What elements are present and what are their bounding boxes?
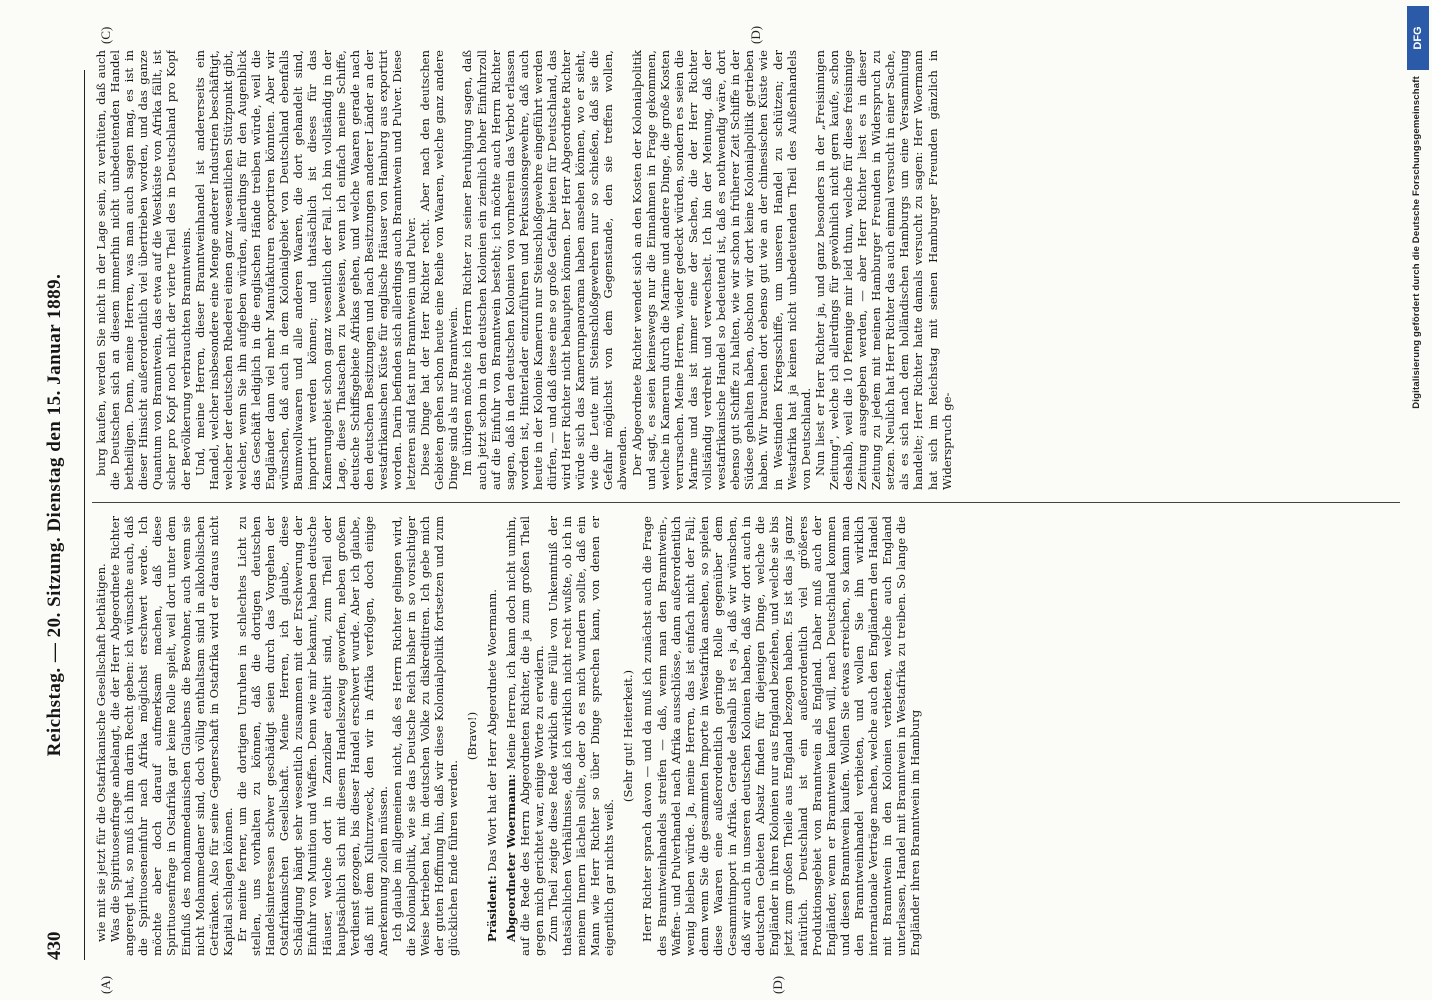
paragraph-text: Nun liest er Herr Richter ja, und ganz besonders in der „Freisinnigen Zeitung", welche ich allerdings für gewöhnlich nicht gern kaufe, schon deshalb, weil die 10 Pfennige mir leid thun, welche für diese freisinnige Zeitung ausgegeben werden, — aber Herr Richter liest es in dieser Zeitung zu jedem mit meinen Hamburger Freunden in Widerspruch zu setzen. Neulich hat Herr Richter das auch einmal versucht in einer Sache, als es sich nach dem holländischen Hamburgs um eine Versammlung handelte; Herr Richter hatte damals versucht zu sagen: Herr Woermann hat sich im Reichstag mit seinen Hamburger Freunden gänzlich in Widerspruch ge- [812, 50, 954, 490]
column-divider [92, 502, 1400, 503]
paragraph-text: Im übrigen möchte ich Herrn Richter zu seiner Beruhigung sagen, daß auch jetzt schon in den deutschen Kolonien ein ziemlich hoher Einfuhrzoll auf die Einfuhr von Branntwein besteht; ich möchte auch Herrn Richter sagen, daß in den deutschen Kolonien von vornherein das Verbot erlassen worden ist, Hinterlader einzuführen und Perkussionsgewehre, daß auch heute in der Kolonie Kamerun nur Steinschloßgewehre eingeführt werden dürfen, — und daß diese eine so große Gefahr bieten für Deutschland, das wird Herr Richter nicht behaupten können. Der Herr Abgeordnete Richter würde sich das Kamerunpanorama haben ansehen können, wo er sieht, wie die Leute mit Steinschloßgewehren nur so schießen, daß sie die Gefahr möglichst von dem Gegenstande, den sie treffen wollen, abwenden. [460, 50, 630, 490]
paragraph-text: Meine Herren, ich kann doch nicht umhin, auf die Rede des Herrn Abgeordneten Richter, die ja zum großen Theil gegen mich gerichtet war, einige Worte zu erwidern. [503, 516, 546, 956]
paragraph-text: Diese Dinge hat der Herr Richter recht. Aber nach den deutschen Gebieten gehen schon heute eine Reihe von Waaren, welche ganz andere Dinge sind als nur Branntwein. [418, 50, 461, 490]
paragraph-text: Zum Theil zeigte diese Rede wirklich eine Fülle von Unkenntniß der thatsächlichen Verhältnisse, daß ich wirklich nicht recht wußte, ob ich in meinem Innern lächeln sollte, oder ob es mich wundern sollte, daß ein Mann wie Herr Richter so über Dinge sprechen kann, von denen er eigentlich gar nichts weiß. [545, 516, 617, 956]
paragraph [235, 516, 390, 956]
paragraph [504, 516, 546, 956]
paragraph [485, 516, 499, 956]
margin-marker-a: (A) [98, 975, 113, 994]
paragraph-text: wie mit sie jetzt für die Ostafrikanische Gesellschaft bethätigen. [94, 563, 108, 942]
paragraph-text: Was die Spirituosenfrage anbelangt, die der Herr Abgeordnete Richter angeregt hat, so muß ich ihm darin Recht geben: ich wünschte auch, daß die Spirituoseneinfuhr nach Afrika möglichst erschwert werde. Ich möchte aber doch darauf aufmerksam machen, daß diese Spirituosenfrage in Ostafrika gar keine Rolle spielt, weil dort unter dem Einfluß des mohammedanischen Glaubens die Bewohner, auch wenn sie nicht Mohammedaner sind, doch völlig enthaltsam sind in alkoholischen Getränken. Also für seine Gegnerschaft in Ostafrika wird er daraus nicht Kapital schlagen können. [108, 516, 235, 956]
margin-marker-d-right: (D) [748, 25, 763, 44]
digitization-credit: Digitalisierung gefördert durch die Deutsche Forschungsgemeinschaft [1411, 76, 1422, 409]
speaker-name: Präsident: [484, 875, 499, 942]
digitization-strip [1404, 0, 1432, 1000]
paragraph [418, 50, 460, 490]
paragraph [94, 50, 193, 490]
paragraph [630, 50, 813, 490]
paragraph-text: (Sehr gut! Heiterkeit.) [621, 669, 636, 803]
right-text-column [94, 50, 1394, 490]
paragraph-text: Das Wort hat der Herr Abgeordnete Woermann. [484, 589, 499, 872]
dfg-logo: DFG [1407, 6, 1429, 70]
paragraph-text: Ich glaube im allgemeinen nicht, daß es Herrn Richter gelingen wird, die Kolonialpolitik, wie sie das Deutsche Reich bisher in so vorsichtiger Weise betrieben hat, im deutschen Volke zu diskreditiren. Ich gebe mich der guten Hoffnung hin, daß wir diese Kolonialpolitik fortsetzen und zum glücklichen Ende führen werden. [389, 516, 461, 956]
paragraph-text: Und, meine Herren, dieser Branntweinhandel ist andererseits ein Handel, welcher insbesondere eine Menge anderer Industrien beschäftigt, welcher der deutschen Rhederei einen ganz wesentlichen Stützpunkt gibt, welcher, wenn Sie ihn aufgeben würden, allerdings für den Augenblick das Geschäft lediglich in die englischen Hände treiben würde, weil die Engländer dann viel mehr Manufakturen exportiren könnten. Aber wir wünschen, daß auch in dem Kolonialgebiet von Deutschland ebenfalls Baumwollwaaren und alle anderen Waaren, die dort gehandelt sind, importirt werden können; und thatsächlich ist dieses für das Kamerungebiet schon ganz wesentlich der Fall. Ich bin vollständig in der Lage, diese Thatsachen zu beweisen, wenn ich einfach meine Schiffe, deutsche Schiffsgebiete Afrikas gehen, und welche Waaren gerade nach den deutschen Besitzungen und nach Besitzungen anderer Länder an der westafrikanischen Küste für englische Häuser von Hamburg aus exportirt worden. Darin befinden sich allerdings auch Branntwein und Pulver. Diese letzteren sind fast nur Branntwein und Pulver. [192, 50, 419, 490]
speaker-name: Abgeordneter Woermann: [503, 774, 518, 942]
margin-marker-c: (C) [98, 26, 113, 44]
paragraph [193, 50, 419, 490]
page-number: 430 [44, 931, 65, 960]
header-rule [84, 70, 85, 960]
paragraph [94, 516, 108, 956]
header-title: Reichstag. — 20. Sitzung. Dienstag den 15. Januar 1889. [44, 273, 65, 757]
paragraph [546, 516, 616, 956]
paragraph [460, 50, 629, 490]
paragraph-text: Er meinte ferner, um die dortigen Unruhen in schlechtes Licht zu stellen, uns vorhalten zu können, daß die dortigen deutschen Handelsinteressen schwer geschädigt seien durch das Vorgehen der Ostafrikanischen Gesellschaft. Meine Herren, ich glaube, diese Schädigung hängt sehr wesentlich zusammen mit der Erschwerung der Einfuhr von Munition und Waffen. Denn wie mir bekannt, haben deutsche Häuser, welche dort in Zanzibar etablirt sind, zum Theil oder hauptsächlich sich mit diesem Handelszweig geworfen, neben großem Verdienst gezogen, bis dieser Handel erschwert wurde. Aber ich glaube, daß mit dem Kulturzweck, den wir in Afrika verfolgen, doch einige Anerkennung zollen müssen. [234, 516, 390, 956]
paragraph [390, 516, 460, 956]
paragraph [465, 516, 479, 956]
paragraph [108, 516, 235, 956]
paragraph [621, 516, 635, 956]
paragraph-text: burg kaufen, werden Sie nicht in der Lage sein, zu verhüten, daß auch die Deutschen sich an diesem immerhin nicht unbedeutenden Handel betheiligen. Denn, meine Herren, was man auch sagen mag, es ist in dieser Hinsicht außerordentlich viel übertrieben worden, und das ganze Quantum von Branntwein, das etwa auf die Westküste von Afrika fällt, ist sicher pro Kopf noch nicht der vierte Theil des in Deutschland pro Kopf der Bevölkerung verbrauchten Branntweins. [94, 50, 193, 490]
paragraph-text: Der Abgeordnete Richter wendet sich an den Kosten der Kolonialpolitik und sagt, es seien keineswegs nur die Einnahmen in Frage gekommen, welche in Kamerun durch die Marine und andere Dinge, die große Kosten verursachen. Meine Herren, wieder gedeckt würden, sondern es seien die Marine und das ist immer eine der Sachen, die der Herr Richter vollständig verdreht und verwechselt. Ich bin der Meinung, daß der westafrikanische Handel so bedeutend ist, daß es nothwendig wäre, dort ebenso gut Schiffe zu halten, wie wir schon in früherer Zeit Schiffe in der Südsee gehalten haben, obschon wir dort keine Kolonialpolitik getrieben haben. Wir brauchen dort ebenso gut wie an der chinesischen Küste wie in Westindien Kriegsschiffe, um unseren Handel zu schützen; der Westafrika hat ja keinen nicht unbedeutenden Theil des Außenhandels von Deutschland. [629, 50, 813, 490]
paragraph-text: (Bravo!) [465, 711, 480, 761]
paragraph-text: Herr Richter sprach davon — und da muß ich zunächst auch die Frage des Branntweinhandels streifen — daß, wenn man den Branntwein-, Waffen- und Pulverhandel nach Afrika ausschlösse, dann außerordentlich wenig bleiben würde. Ja, meine Herren, das ist einfach nicht der Fall; denn wenn Sie die gesammten Importe in Westafrika ansehen, so spielen diese Waaren eine außerordentlich geringe Rolle gegenüber dem Gesammtimport in Afrika. Gerade deshalb ist es ja, daß wir wünschen, daß wir auch in unseren deutschen Kolonien haben, daß wir dort auch in deutschen Gebieten Absatz finden für diejenigen Dinge, welche die Engländer in ihren Kolonien nur aus England beziehen, und welche sie bis jetzt zum großen Theile aus England bezogen haben. Es ist das ja ganz natürlich. Deutschland ist ein außerordentlich viel größeres Produktionsgebiet von Branntwein als England. Daher muß auch der Engländer, wenn er Branntwein kaufen will, nach Deutschland kommen und diesen Branntwein kaufen. Wollen Sie etwas erreichen, so kann man den Branntweinhandel verbieten, und wollen Sie ihn wirklich internationale Verträge machen, welche auch den Engländern den Handel mit Branntwein in den Kolonien verbieten, welche auch England unterlassen, Handel mit Branntwein in Westafrika zu treiben. So lange die Engländer ihren Branntwein im Hamburg [640, 516, 923, 956]
running-header [44, 70, 74, 960]
left-text-column [94, 516, 1394, 956]
paragraph [640, 516, 922, 956]
paragraph [813, 50, 954, 490]
margin-marker-d-left: (D) [770, 975, 785, 994]
